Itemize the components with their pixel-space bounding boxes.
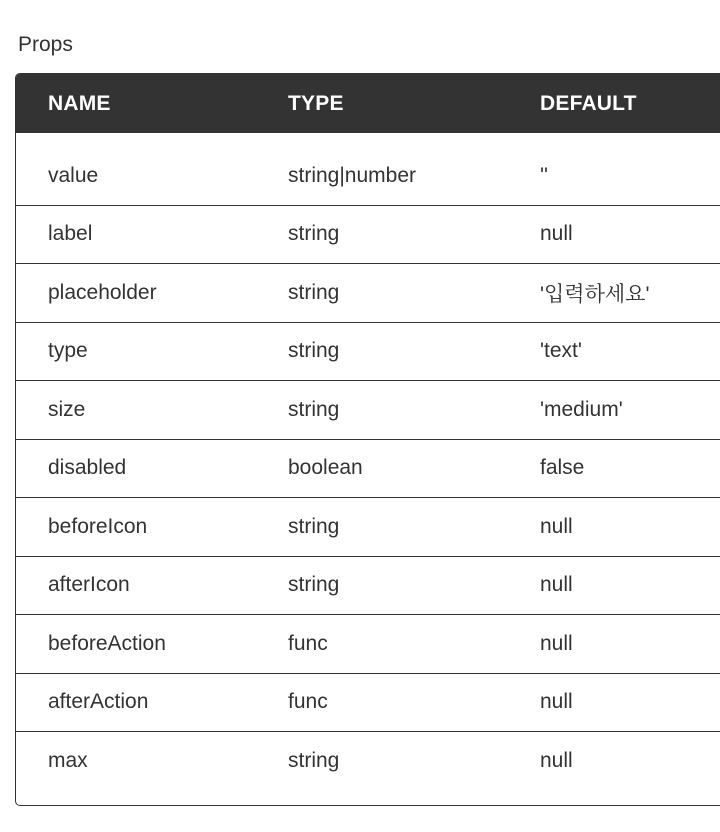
- prop-type: string: [288, 748, 340, 772]
- column-header-type: TYPE: [288, 91, 344, 115]
- prop-type: string: [288, 556, 540, 615]
- table-header-row: [16, 74, 720, 133]
- prop-type: string: [288, 498, 540, 557]
- table-row: [16, 732, 720, 790]
- prop-default: '입력하세요': [540, 264, 720, 323]
- table-row: [16, 615, 720, 674]
- section-title: Props: [18, 33, 73, 56]
- prop-default: null: [540, 615, 720, 674]
- column-header-default: DEFAULT: [540, 91, 637, 115]
- prop-name: disabled: [16, 439, 288, 498]
- prop-name: afterAction: [16, 673, 288, 732]
- prop-default: null: [540, 556, 720, 615]
- prop-default: 'medium': [540, 381, 720, 440]
- prop-name: afterIcon: [16, 556, 288, 615]
- prop-name: max: [48, 748, 88, 772]
- prop-name: beforeIcon: [16, 498, 288, 557]
- table-row: [16, 498, 720, 557]
- prop-name: value: [16, 147, 288, 205]
- prop-type: string|number: [288, 147, 540, 205]
- prop-default: '': [540, 147, 720, 205]
- prop-type: func: [288, 615, 540, 674]
- prop-name: placeholder: [16, 264, 288, 323]
- table-row: [16, 147, 720, 205]
- prop-name: size: [16, 381, 288, 440]
- prop-type: string: [288, 205, 540, 264]
- prop-name: label: [16, 205, 288, 264]
- prop-default: null: [540, 205, 720, 264]
- table-row: [16, 381, 720, 440]
- prop-default: null: [540, 673, 720, 732]
- prop-default: null: [540, 748, 573, 772]
- prop-type: string: [288, 322, 540, 381]
- prop-type: string: [288, 381, 540, 440]
- table-row: [16, 439, 720, 498]
- prop-name: type: [16, 322, 288, 381]
- column-header-name: NAME: [48, 91, 111, 115]
- table-row: [16, 205, 720, 264]
- prop-default: false: [540, 439, 720, 498]
- prop-default: 'text': [540, 322, 720, 381]
- props-table: [15, 73, 720, 806]
- table-row: [16, 322, 720, 381]
- prop-type: func: [288, 673, 540, 732]
- table-row: [16, 556, 720, 615]
- prop-type: string: [288, 264, 540, 323]
- prop-type: boolean: [288, 439, 540, 498]
- table-row: [16, 264, 720, 323]
- prop-default: null: [540, 498, 720, 557]
- prop-name: beforeAction: [16, 615, 288, 674]
- table-row: [16, 673, 720, 732]
